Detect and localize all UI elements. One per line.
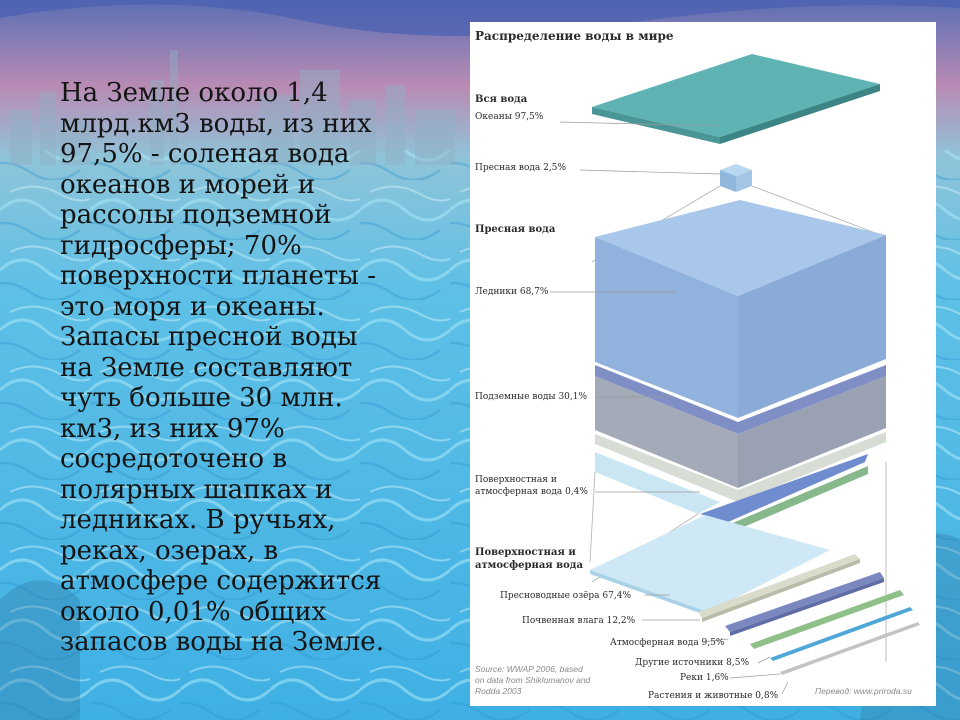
label-surface-1: Поверхностная и bbox=[475, 475, 557, 485]
label-all-water: Вся вода bbox=[475, 94, 528, 105]
main-paragraph: На Земле около 1,4 млрд.км3 воды, из них 97,5% - соленая вода океанов и морей и рассолы подземной гидросферы; 70% поверхности планеты - это моря и океаны. Запасы пресной воды на Земле составляют чуть больше 30 млн. км3, из них 97% сосредоточено в полярных шапках и ледниках. В ручьях, реках, озерах, в атмосфере содержится около 0,01% общих запасов воды на Земле. bbox=[60, 78, 384, 657]
label-fresh-water: Пресная вода 2,5% bbox=[475, 163, 566, 173]
label-surface-2: атмосферная вода 0,4% bbox=[475, 487, 588, 497]
label-other: Другие источники 8,5% bbox=[635, 658, 750, 668]
source-note-1: Source: WWAP 2006, based bbox=[475, 664, 583, 674]
label-oceans: Океаны 97,5% bbox=[475, 112, 544, 122]
water-distribution-diagram bbox=[470, 22, 936, 706]
translation-note: Перевод: www.priroda.su bbox=[815, 686, 912, 696]
label-atmospheric: Атмосферная вода 9,5% bbox=[610, 638, 725, 648]
label-surface-section-1: Поверхностная и bbox=[475, 547, 576, 558]
label-glaciers: Ледники 68,7% bbox=[475, 287, 549, 297]
ocean-slab bbox=[592, 54, 880, 144]
source-note-2: on data from Shiklomanov and bbox=[475, 675, 591, 685]
fresh-water-cube bbox=[720, 164, 752, 192]
diagram-title: Распределение воды в мире bbox=[475, 29, 674, 43]
label-fresh-section: Пресная вода bbox=[475, 224, 556, 235]
label-rivers: Реки 1,6% bbox=[680, 673, 729, 683]
label-surface-section-2: атмосферная вода bbox=[475, 560, 583, 571]
label-groundwater: Подземные воды 30,1% bbox=[475, 392, 588, 402]
source-note-3: Rodda 2003 bbox=[475, 686, 522, 696]
diagram-panel bbox=[470, 22, 936, 706]
label-lakes: Пресноводные озёра 67,4% bbox=[500, 591, 632, 601]
label-soil: Почвенная влага 12,2% bbox=[522, 616, 636, 626]
label-plants: Растения и животные 0,8% bbox=[648, 691, 779, 701]
